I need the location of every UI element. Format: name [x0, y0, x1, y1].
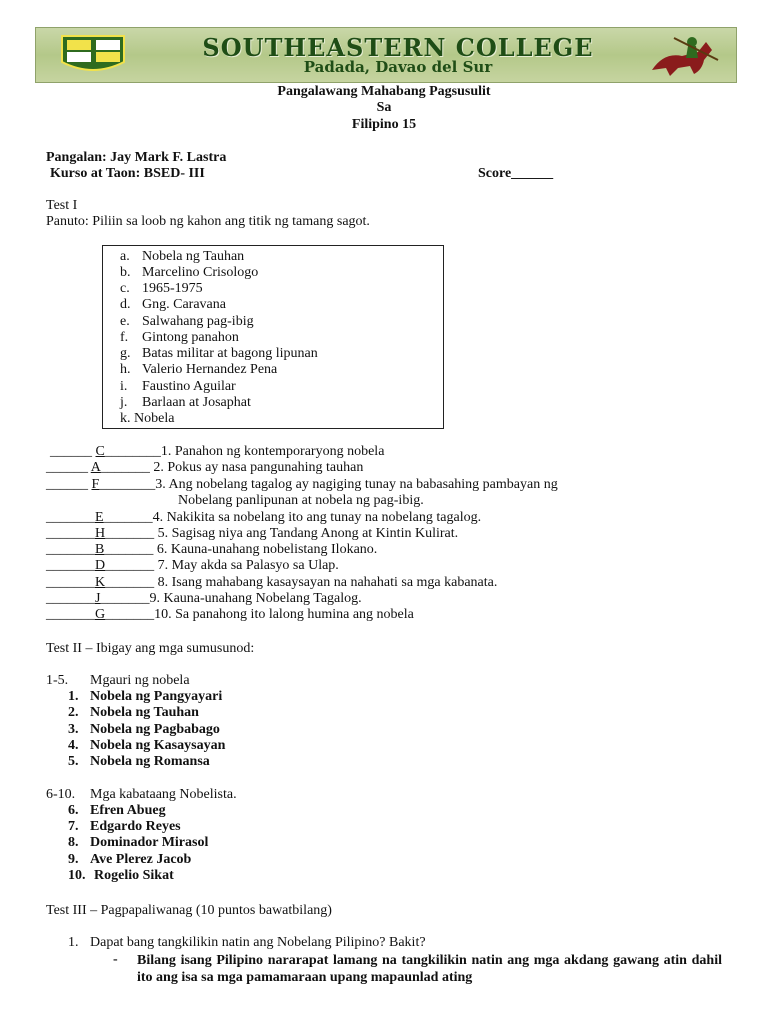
question-number: 1.: [68, 935, 79, 950]
college-banner: [35, 27, 737, 83]
group1-label: 1-5.: [46, 673, 69, 688]
score-field: Score______: [478, 166, 554, 181]
group1-title: Mgauri ng nobela: [90, 673, 190, 688]
list-item: 5. Nobela ng Romansa: [68, 754, 210, 769]
question-row: _______J_______9. Kauna-unahang Nobelang Tagalog.: [46, 591, 362, 606]
group2-title: Mga kabataang Nobelista.: [90, 787, 237, 802]
question-row: ______ C________1. Panahon ng kontemporaryong nobela: [50, 444, 385, 459]
list-item: 6. Efren Abueg: [68, 803, 166, 818]
answer-letter: E: [95, 510, 104, 525]
essay-question: Dapat bang tangkilikin natin ang Nobelang Pilipino? Bakit?: [90, 935, 426, 950]
college-name: SOUTHEASTERN COLLEGE: [202, 33, 594, 62]
question-row: _______G_______10. Sa panahong ito lalong humina ang nobela: [46, 607, 414, 622]
choice-item: h. Valerio Hernandez Pena: [120, 362, 278, 377]
exam-title: Pangalawang Mahabang Pagsusulit: [277, 84, 491, 99]
choice-item: b. Marcelino Crisologo: [120, 265, 259, 280]
question-row: _______K_______ 8. Isang mahabang kasaysayan na nahahati sa mga kabanata.: [46, 575, 498, 590]
choice-item: d. Gng. Caravana: [120, 297, 226, 312]
answer-letter: K: [95, 575, 106, 590]
answer-letter: H: [95, 526, 106, 541]
knight-on-horse-icon: [644, 30, 728, 80]
test1-heading: Test I: [46, 198, 78, 213]
test1-instructions: Panuto: Piliin sa loob ng kahon ang titik ng tamang sagot.: [46, 214, 370, 229]
choice-item: f. Gintong panahon: [120, 330, 239, 345]
question-row: _______H_______ 5. Sagisag niya ang Tandang Anong at Kintin Kulirat.: [46, 526, 459, 541]
list-item: 8. Dominador Mirasol: [68, 835, 209, 850]
list-item: 10. Rogelio Sikat: [68, 868, 174, 883]
course-year: Kurso at Taon: BSED- III: [50, 166, 205, 181]
answer-letter: B: [95, 542, 105, 557]
choice-item: k. Nobela: [120, 411, 175, 426]
list-item: 4. Nobela ng Kasaysayan: [68, 738, 226, 753]
answer-letter: C: [95, 444, 105, 459]
question-row: ______ F________3. Ang nobelang tagalog ay nagiging tunay na babasahing pambayan ng: [46, 477, 558, 492]
college-seal-icon: [58, 32, 128, 78]
question-row: ______ A_______ 2. Pokus ay nasa pangunahing tauhan: [46, 460, 364, 475]
choice-item: g. Batas militar at bagong lipunan: [120, 346, 318, 361]
test3-heading: Test III – Pagpapaliwanag (10 puntos bawatbilang): [46, 903, 332, 918]
choice-item: c. 1965-1975: [120, 281, 203, 296]
answer-letter: F: [91, 477, 100, 492]
question-row: _______D_______ 7. May akda sa Palasyo sa Ulap.: [46, 558, 339, 573]
choices-box: [102, 245, 444, 429]
choice-item: e. Salwahang pag-ibig: [120, 314, 254, 329]
answer-letter: J: [95, 591, 101, 606]
question-row: _______B_______ 6. Kauna-unahang nobelistang Ilokano.: [46, 542, 378, 557]
list-item: 7. Edgardo Reyes: [68, 819, 181, 834]
list-item: 9. Ave Plerez Jacob: [68, 852, 192, 867]
answer-letter: G: [95, 607, 106, 622]
test2-heading: Test II – Ibigay ang mga sumusunod:: [46, 641, 255, 656]
choice-item: i. Faustino Aguilar: [120, 379, 236, 394]
group2-label: 6-10.: [46, 787, 76, 802]
answer-bullet: -: [113, 952, 118, 967]
student-name: Pangalan: Jay Mark F. Lastra: [46, 150, 227, 165]
list-item: 1. Nobela ng Pangyayari: [68, 689, 223, 704]
exam-subject: Filipino 15: [351, 117, 417, 132]
choice-item: j. Barlaan at Josaphat: [120, 395, 251, 410]
exam-title-connector: Sa: [376, 100, 392, 115]
question-row: _______E_______4. Nakikita sa nobelang ito ang tunay na nobelang tagalog.: [46, 510, 482, 525]
answer-letter: D: [95, 558, 106, 573]
question-continuation: Nobelang panlipunan at nobela ng pag-ibig.: [178, 493, 424, 508]
list-item: 2. Nobela ng Tauhan: [68, 705, 199, 720]
college-location: Padada, Davao del Sur: [303, 58, 493, 76]
answer-letter: A: [90, 460, 101, 475]
list-item: 3. Nobela ng Pagbabago: [68, 722, 220, 737]
choice-item: a. Nobela ng Tauhan: [120, 249, 245, 264]
essay-answer: Bilang isang Pilipino nararapat lamang na tangkilikin natin ang mga akdang gawang atin dahil ito ang isa sa mga pamamaraan upang mapaunlad ating: [137, 953, 722, 985]
